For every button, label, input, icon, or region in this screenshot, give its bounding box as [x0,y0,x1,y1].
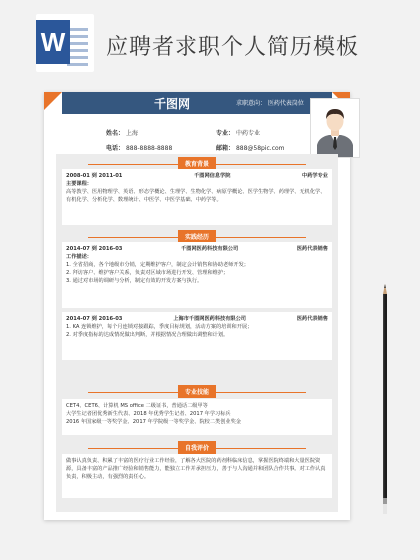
resume-content [56,154,338,512]
self-evaluation-text: 做事认真负责、积累了丰富的医疗行业工作经验，了解各大医院的药剂科临床信息，掌握医院终端和大量医院资源，具备丰富的产品推广经验和销售能力，能独立工作并承担压力，善于与人沟通并和团队合作共事。对工作认真负责，积极主动，有强烈的责任心。 [66,458,326,480]
brand-name: 千图网 [154,97,191,111]
job-desc-line: 1. 全省招商，各个地级市分销，定期维护客户，制定会计销售和协助老师开发； [66,262,249,268]
experience-block-2 [62,312,332,360]
education-row: 2008-01 到 2011-01 千图网信息学院 中药学专业 [66,173,328,179]
word-app-logo [36,14,94,72]
resume-paper [44,92,350,520]
skills-block [62,399,332,435]
pencil-icon [382,284,388,514]
job-desc-line: 2. 拜访客户、维护客户关系，负责对区域市场进行开发、管理和维护； [66,270,229,276]
info-major: 专业： 中药专业 [216,130,260,137]
job-row: 2014-07 到 2016-03 上海市千图网医药科技有限公司 医药代表销售 [66,316,328,322]
job-desc-line: 1. KA 连锁维护，每个月连锁对接跟踪，季度目标规划，活动方案的培训和开展； [66,324,253,330]
info-name: 姓名： 上海 [106,130,138,137]
self-evaluation-block [62,454,332,498]
corner-decoration-left [44,92,62,110]
job-intent: 求职意向： 医药代表岗位 [236,100,304,107]
education-block [62,169,332,225]
job-desc-label: 工作描述： [66,254,92,260]
person-avatar-icon [311,99,359,157]
skill-line: 2016 年国家级一等奖学金、2017 年学院级一等奖学金、院校二类创业奖金 [66,419,241,425]
word-icon: W [36,20,70,64]
avatar [310,98,360,158]
page-title: 应聘者求职个人简历模板 [106,35,360,60]
section-title-experience: 实践经历 [178,230,216,243]
job-desc-line: 2. 对季度指标的达成情况做出判断，并根据情况合理做出调整和计划。 [66,332,229,338]
courses-label: 主要课程： [66,181,92,187]
info-phone: 电话： 888-8888-8888 [106,145,173,152]
resume-header-bar [62,92,332,114]
experience-block-1 [62,242,332,308]
section-title-self-evaluation: 自我评价 [178,441,216,454]
info-email: 邮箱： 888@58pic.com [216,145,285,152]
courses-text: 高等教学、医用物理学、英语、形态学概论、生理学、生物化学、病原学概论、医学生物学、药理学、无机化学、有机化学、分析化学、数理统计、中医学、中医学基础、中药学等。 [66,189,326,203]
job-row: 2014-07 到 2016-03 千图网医药科技有限公司 医药代表销售 [66,246,328,252]
section-title-education: 教育背景 [178,157,216,170]
skill-line: 大学生记者团优秀新生代表、2018 年优秀学生记者、2017 年学习标兵 [66,411,231,417]
skill-line: CET4、CET6、计算机 MS office 二级证书，普通话二级甲等 [66,403,208,409]
job-desc-line: 3. 通过对市场的调研与分析，制定有效的开发方案与执行。 [66,278,203,284]
section-title-skills: 专业技能 [178,385,216,398]
